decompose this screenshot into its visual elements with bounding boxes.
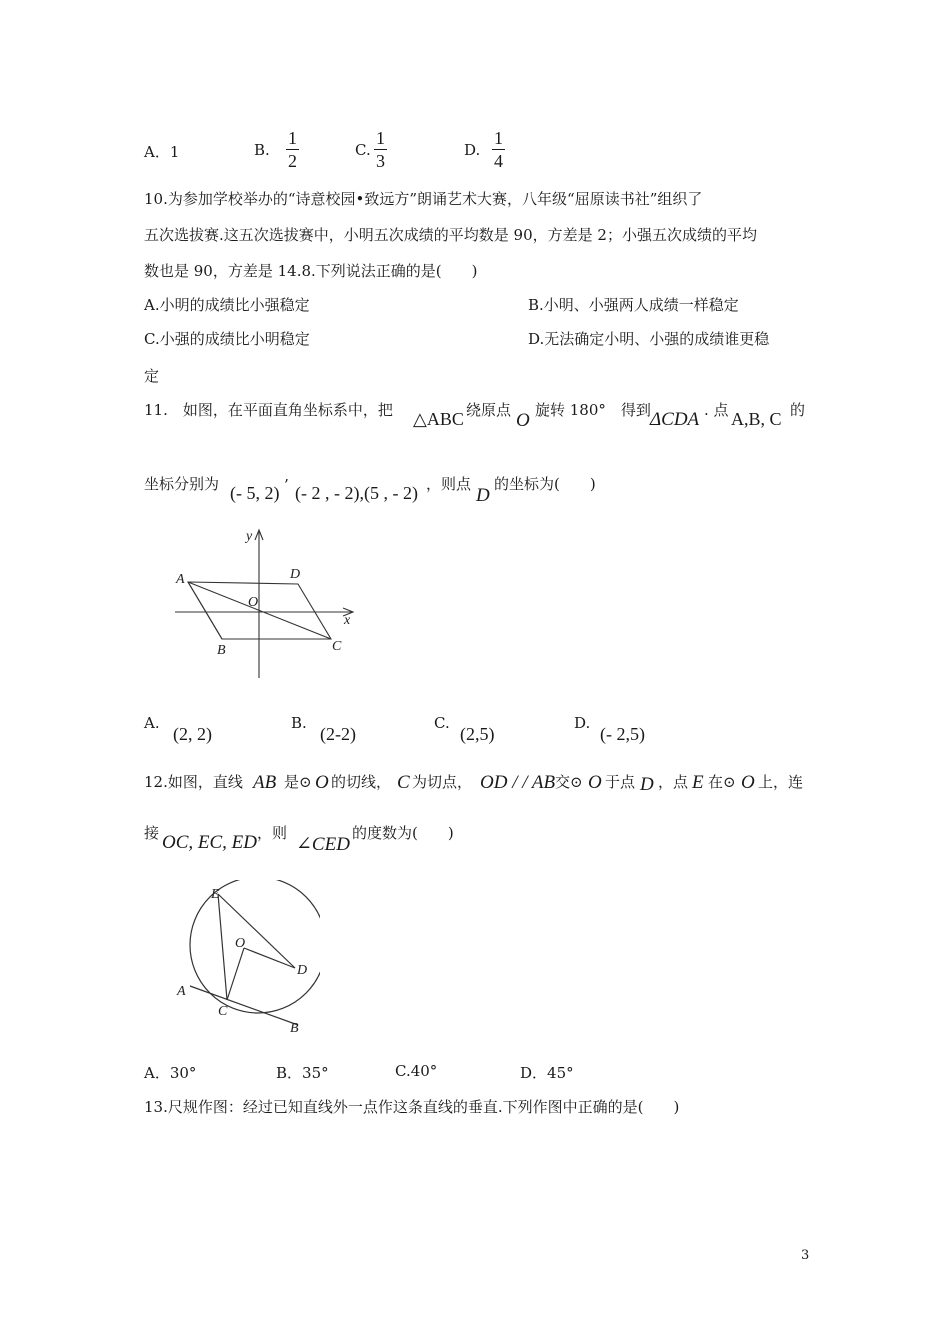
q12-math-oc-ec-ed: OC, EC, ED — [162, 832, 257, 853]
q11-math-d: D — [476, 485, 490, 506]
q11-text-4: . 点 — [704, 401, 729, 419]
q11-option-c-label: C. — [434, 714, 450, 732]
label-b: B — [217, 643, 226, 658]
q12-text-7: ，点 — [658, 773, 689, 791]
q11-math-point-2-3: (- 2 , - 2),(5 , - 2) — [295, 483, 418, 503]
q12-math-o-1: O — [315, 772, 329, 793]
label-d: D — [297, 963, 308, 978]
q12-text-9: 上，连 — [758, 773, 804, 791]
q11-option-d-label: D. — [574, 714, 591, 732]
q12-circle-figure — [170, 880, 320, 1040]
q9-d-numerator: 1 — [494, 128, 503, 148]
label-o: O — [248, 595, 259, 610]
segment-ed — [218, 894, 295, 968]
q10-option-b: B.小明、小强两人成绩一样稳定 — [528, 296, 739, 314]
q10-text-line-3: 数也是 90，方差是 14.8.下列说法正确的是( ) — [144, 262, 478, 280]
q11-math-point-1: (- 5, 2) — [230, 483, 280, 503]
q11-option-a-value: (2, 2) — [173, 724, 212, 744]
q12-option-c: C.40° — [395, 1062, 438, 1080]
label-c: C — [218, 1004, 228, 1019]
q10-text-line-2: 五次选拔赛.这五次选拔赛中，小明五次成绩的平均数是 90，方差是 2；小强五次成绩的平均 — [144, 226, 757, 244]
q12-text-4: 为切点， — [412, 773, 473, 791]
q10-option-d-continued: 定 — [144, 367, 160, 385]
segment-od — [244, 948, 295, 968]
label-a: A — [176, 572, 185, 587]
q12-math-e: E — [692, 772, 704, 793]
label-a: A — [177, 984, 186, 999]
q9-option-a: A．1 — [144, 143, 180, 161]
label-b: B — [290, 1021, 299, 1036]
q9-option-b-label: B. — [254, 141, 270, 159]
q12-text-12: 的度数为( ) — [352, 824, 454, 842]
q11-option-c-value: (2,5) — [460, 724, 495, 744]
q9-b-numerator: 1 — [288, 128, 297, 148]
q11-option-b-label: B. — [291, 714, 307, 732]
q11-math-triangle-cda: ΔCDA — [650, 409, 700, 430]
q11-text-2: 绕原点 — [466, 401, 512, 419]
q10-option-a: A.小明的成绩比小强稳定 — [144, 296, 310, 314]
label-o: O — [235, 936, 246, 951]
q12-text-2: 是⊙ — [284, 773, 312, 791]
q12-math-o-2: O — [588, 772, 602, 793]
q12-option-d: D．45° — [520, 1064, 574, 1082]
q11-text-7: ’ — [284, 476, 289, 494]
q12-math-c: C — [397, 772, 410, 793]
q11-text-8: ，则点 — [426, 475, 472, 493]
q12-option-a: A．30° — [144, 1064, 197, 1082]
q12-text-6: 于点 — [605, 773, 636, 791]
q11-math-o: O — [516, 410, 530, 431]
q11-text-1: 11. 如图，在平面直角坐标系中，把 — [144, 401, 393, 419]
q12-math-d: D — [640, 774, 654, 795]
q12-text-10: 接 — [144, 824, 160, 842]
q11-math-points: A,B, C — [731, 409, 782, 429]
label-y: y — [246, 529, 253, 544]
q10-option-c: C.小强的成绩比小明稳定 — [144, 330, 310, 348]
label-x: x — [344, 613, 351, 628]
label-e: E — [211, 887, 220, 902]
q11-text-5: 的 — [790, 401, 806, 419]
page-number: 3 — [801, 1248, 810, 1263]
q13-text-line-1: 13.尺规作图：经过已知直线外一点作这条直线的垂直.下列作图中正确的是( ) — [144, 1098, 680, 1116]
q9-b-denominator: 2 — [288, 151, 297, 171]
q11-coordinate-figure — [160, 520, 370, 685]
q12-text-1: 12.如图，直线 — [144, 773, 243, 791]
q12-math-o-3: O — [741, 772, 755, 793]
q12-option-b: B．35° — [276, 1064, 329, 1082]
q11-option-a-label: A. — [144, 714, 160, 732]
q12-text-8: 在⊙ — [708, 773, 736, 791]
q12-text-3: 的切线， — [331, 773, 392, 791]
q9-option-b-fraction — [286, 128, 299, 171]
q9-option-c-fraction — [374, 128, 387, 171]
side-ab — [188, 582, 222, 639]
q11-option-b-value: (2-2) — [320, 724, 356, 744]
q9-option-c-label: C. — [355, 141, 371, 159]
segment-oc — [227, 948, 244, 1000]
q11-math-triangle-abc: △ABC — [413, 409, 464, 429]
q10-option-d: D.无法确定小明、小强的成绩谁更稳 — [528, 330, 770, 348]
q12-math-od-parallel-ab: OD / / AB — [480, 772, 556, 793]
q12-text-11: ，则 — [257, 824, 288, 842]
q9-option-d-label: D. — [464, 141, 481, 159]
q11-text-6: 坐标分别为 — [144, 475, 220, 493]
q12-text-5: 交⊙ — [555, 773, 583, 791]
label-c: C — [332, 639, 342, 654]
q12-math-angle-ced: ∠CED — [296, 834, 350, 855]
q10-text-line-1: 10.为参加学校举办的“诗意校园•致远方”朗诵艺术大赛，八年级“屈原读书社”组织了 — [144, 190, 703, 208]
q9-d-denominator: 4 — [494, 151, 503, 171]
q12-math-ab: AB — [253, 772, 277, 793]
q9-c-denominator: 3 — [376, 151, 385, 171]
label-d: D — [290, 567, 301, 582]
tangent-line-ab — [190, 986, 298, 1025]
q9-option-d-fraction — [492, 128, 505, 171]
q11-text-3: 旋转 180° 得到 — [535, 401, 651, 419]
segment-ec — [218, 894, 227, 1000]
q11-option-d-value: (- 2,5) — [600, 724, 645, 744]
q11-text-9: 的坐标为( ) — [494, 475, 596, 493]
q9-c-numerator: 1 — [376, 128, 385, 148]
